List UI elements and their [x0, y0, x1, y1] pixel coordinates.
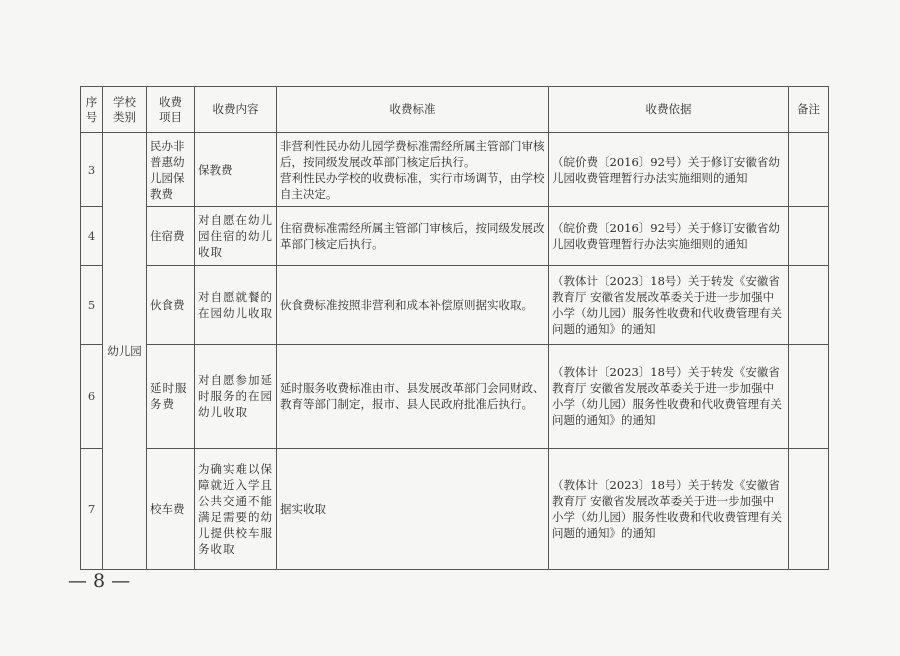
fee-item-cell: 住宿费 — [147, 207, 195, 266]
fee-basis-cell: （皖价费〔2016〕92号）关于修订安徽省幼儿园收费管理暂行办法实施细则的通知 — [549, 207, 789, 266]
row-number: 5 — [81, 266, 103, 344]
row-number: 6 — [81, 344, 103, 448]
fee-content-cell: 保教费 — [195, 133, 277, 207]
page-number: — 8 — — [68, 570, 131, 592]
fee-table — [80, 86, 829, 570]
fee-item-cell: 延时服务费 — [147, 344, 195, 448]
fee-item-cell: 校车费 — [147, 448, 195, 569]
fee-standard-cell — [277, 448, 549, 569]
fee-content-cell: 对自愿参加延时服务的在园幼儿收取 — [195, 344, 277, 448]
fee-standard-cell — [277, 133, 549, 207]
fee-content-cell: 对自愿就餐的在园幼儿收取 — [195, 266, 277, 344]
header-basis: 收费依据 — [549, 87, 789, 133]
fee-standard-cell — [277, 344, 549, 448]
remark-cell — [789, 266, 829, 344]
fee-basis-cell: （皖价费〔2016〕92号）关于修订安徽省幼儿园收费管理暂行办法实施细则的通知 — [549, 133, 789, 207]
standard-line: 非营利性民办幼儿园学费标准需经所属主管部门审核后，按同级发展改革部门核定后执行。 — [280, 138, 545, 169]
table-row — [81, 133, 829, 207]
header-row — [81, 87, 829, 133]
remark-cell — [789, 133, 829, 207]
fee-basis-cell: （教体计〔2023〕18号）关于转发《安徽省教育厅 安徽省发展改革委关于进一步加强中小学（幼儿园）服务性收费和代收费管理有关问题的通知》的通知 — [549, 266, 789, 344]
table-row — [81, 266, 829, 344]
row-number: 3 — [81, 133, 103, 207]
standard-line: 住宿费标准需经所属主管部门审核后，按同级发展改革部门核定后执行。 — [280, 221, 545, 252]
standard-line: 伙食费标准按照非营利和成本补偿原则据实收取。 — [280, 297, 533, 312]
fee-content-cell: 为确实难以保障就近入学且公共交通不能满足需要的幼儿提供校车服务收取 — [195, 448, 277, 569]
header-remark: 备注 — [789, 87, 829, 133]
table-row — [81, 448, 829, 569]
header-school-type: 学校 类别 — [103, 87, 147, 133]
table-row — [81, 344, 829, 448]
fee-standard-cell — [277, 207, 549, 266]
table-row — [81, 207, 829, 266]
fee-content-cell: 对自愿在幼儿园住宿的幼儿收取 — [195, 207, 277, 266]
standard-line: 延时服务收费标准由市、县发展改革部门会同财政、教育等部门制定，报市、县人民政府批准后执行。 — [280, 381, 545, 412]
header-fee-item: 收费 项目 — [147, 87, 195, 133]
row-number: 4 — [81, 207, 103, 266]
remark-cell — [789, 207, 829, 266]
standard-line: 据实收取 — [280, 501, 326, 516]
fee-basis-cell: （教体计〔2023〕18号）关于转发《安徽省教育厅 安徽省发展改革委关于进一步加强中小学（幼儿园）服务性收费和代收费管理有关问题的通知》的通知 — [549, 344, 789, 448]
fee-basis-cell: （教体计〔2023〕18号）关于转发《安徽省教育厅 安徽省发展改革委关于进一步加强中小学（幼儿园）服务性收费和代收费管理有关问题的通知》的通知 — [549, 448, 789, 569]
row-number: 7 — [81, 448, 103, 569]
standard-line: 营利性民办学校的收费标准，实行市场调节，由学校自主决定。 — [280, 170, 545, 201]
remark-cell — [789, 344, 829, 448]
header-seq: 序 号 — [81, 87, 103, 133]
fee-standard-cell — [277, 266, 549, 344]
header-standard: 收费标准 — [277, 87, 549, 133]
header-content: 收费内容 — [195, 87, 277, 133]
remark-cell — [789, 448, 829, 569]
school-type-cell: 幼儿园 — [103, 133, 147, 570]
fee-item-cell: 民办非普惠幼儿园保教费 — [147, 133, 195, 207]
fee-item-cell: 伙食费 — [147, 266, 195, 344]
